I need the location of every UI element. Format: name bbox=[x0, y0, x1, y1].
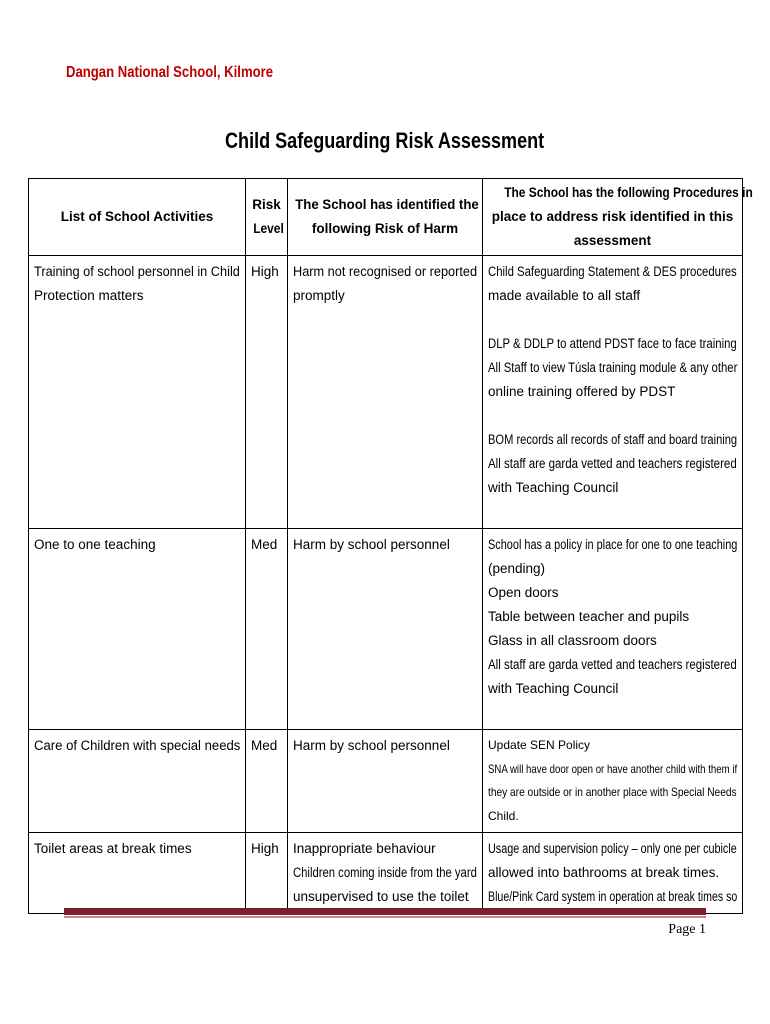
school-name: Dangan National School, Kilmore bbox=[66, 64, 274, 81]
page-title bbox=[0, 128, 770, 154]
footer-divider bbox=[64, 908, 706, 915]
activity-cell: Care of Children with special needs bbox=[29, 730, 246, 833]
risk-level-cell: Med bbox=[246, 730, 288, 833]
header-risk-of-harm: The School has identified the following Risk of Harm bbox=[288, 179, 483, 256]
footer-divider-shadow bbox=[64, 916, 706, 918]
risk-level-cell: High bbox=[246, 256, 288, 529]
table-row bbox=[29, 833, 743, 914]
header-activities: List of School Activities bbox=[29, 179, 246, 256]
procedures-cell: Child Safeguarding Statement & DES procedures made available to all staff DLP & DDLP to attend PDST face to face training All Staff to view Túsla training module & any other online training offered by PDST BOM records all records of staff and board training All staff are garda vetted and teachers registered with Teaching Council bbox=[483, 256, 743, 529]
procedures-cell: School has a policy in place for one to one teaching (pending) Open doors Table between teacher and pupils Glass in all classroom doors All staff are garda vetted and teachers registered with Teaching Council bbox=[483, 529, 743, 730]
risk-harm-cell: Harm by school personnel bbox=[288, 529, 483, 730]
risk-level-cell: Med bbox=[246, 529, 288, 730]
risk-harm-cell: Inappropriate behaviour Children coming inside from the yard unsupervised to use the toilet bbox=[288, 833, 483, 914]
page-title-text: Child Safeguarding Risk Assessment bbox=[225, 128, 545, 153]
header-procedures: The School has the following Procedures in place to address risk identified in this assessment bbox=[483, 179, 743, 256]
header-risk-level: Risk Level bbox=[246, 179, 288, 256]
activity-cell: One to one teaching bbox=[29, 529, 246, 730]
table-row bbox=[29, 730, 743, 833]
table-header-row bbox=[29, 179, 743, 256]
risk-harm-cell: Harm not recognised or reported promptly bbox=[288, 256, 483, 529]
procedures-cell: Update SEN Policy SNA will have door open or have another child with them if they are outside or in another place with Special Needs Child. bbox=[483, 730, 743, 833]
risk-assessment-table bbox=[28, 178, 753, 914]
procedures-cell: Usage and supervision policy – only one per cubicle allowed into bathrooms at break times. Blue/Pink Card system in operation at break times so bbox=[483, 833, 743, 914]
activity-cell: Toilet areas at break times bbox=[29, 833, 246, 914]
table-row bbox=[29, 529, 743, 730]
risk-harm-cell: Harm by school personnel bbox=[288, 730, 483, 833]
activity-cell: Training of school personnel in Child Protection matters bbox=[29, 256, 246, 529]
risk-level-cell: High bbox=[246, 833, 288, 914]
table-row bbox=[29, 256, 743, 529]
page-number: Page 1 bbox=[668, 922, 706, 937]
